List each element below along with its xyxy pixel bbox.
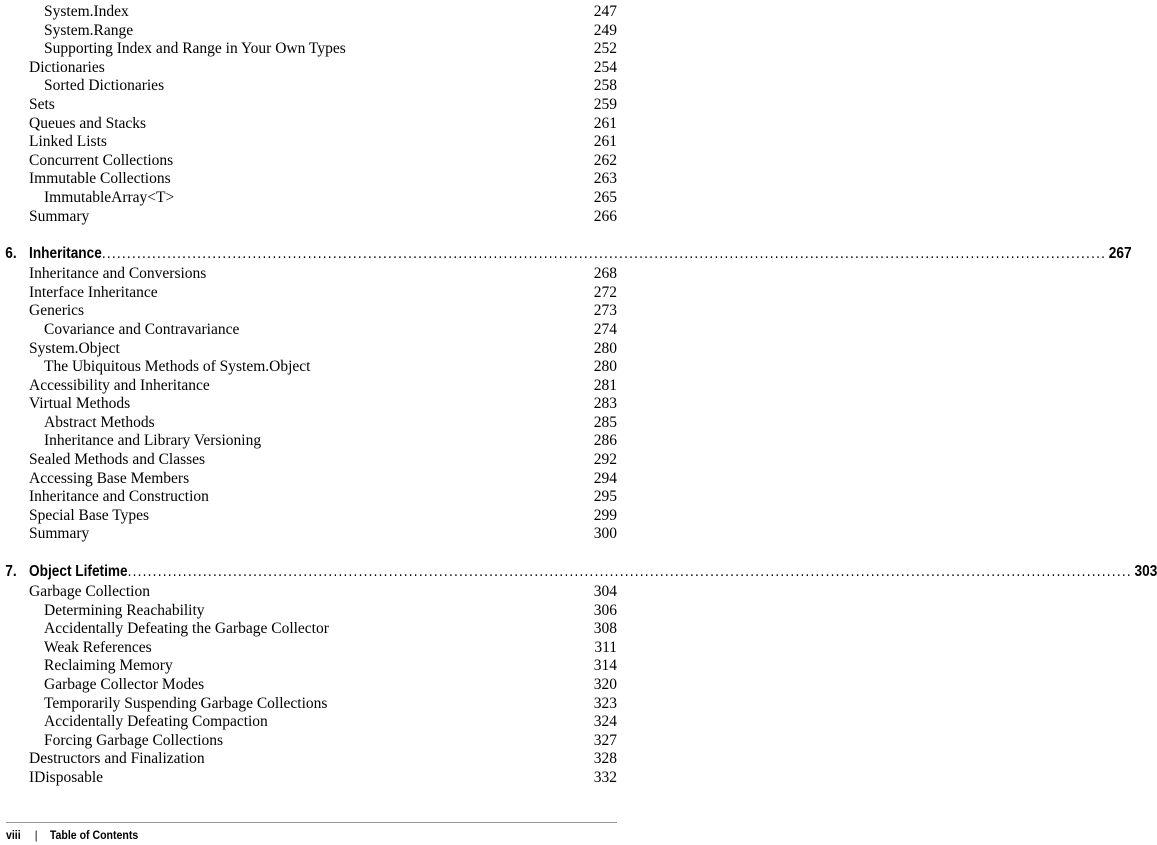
- toc-entry[interactable]: [0, 525, 644, 544]
- toc-entry[interactable]: [0, 152, 644, 171]
- toc-entry-page: 292: [593, 451, 617, 469]
- toc-entry-title: System.Object: [29, 339, 120, 357]
- toc-entry-page: 252: [593, 40, 617, 58]
- toc-entry-page: 263: [593, 170, 617, 188]
- toc-entry-title: Garbage Collector Modes: [44, 676, 205, 693]
- toc-entry[interactable]: [0, 133, 644, 152]
- toc-entry[interactable]: [0, 265, 644, 284]
- toc-entry[interactable]: [0, 284, 644, 303]
- toc-entry-page: 314: [593, 657, 617, 675]
- toc-entry[interactable]: [0, 732, 644, 751]
- toc-entry-page: 265: [593, 188, 617, 206]
- toc-entry[interactable]: [0, 40, 644, 59]
- toc-entry-page: 273: [593, 302, 617, 320]
- toc-entry-title: Queues and Stacks: [29, 114, 147, 132]
- toc-entry-title: The Ubiquitous Methods of System.Object: [44, 358, 311, 376]
- toc-entry-title: Special Base Types: [29, 506, 150, 524]
- toc-entry-page: 254: [593, 58, 617, 76]
- toc-entry-title: Linked Lists: [29, 133, 107, 151]
- dot-leader: ........................................................................................................................................................................................................: [127, 563, 1132, 581]
- toc-entry[interactable]: [0, 676, 644, 695]
- toc-entry[interactable]: [0, 620, 644, 639]
- toc-entry-page: 268: [593, 265, 617, 283]
- toc-entry-title: Garbage Collection: [29, 583, 150, 601]
- toc-entry-title: Weak References: [44, 638, 152, 656]
- toc-entry[interactable]: [0, 750, 644, 769]
- toc-entry[interactable]: [0, 414, 644, 433]
- toc-entry[interactable]: [0, 583, 644, 602]
- toc-entry-title: Dictionaries: [29, 58, 105, 76]
- toc-entry-title: Determining Reachability: [44, 601, 205, 619]
- chapter-page: 303: [1134, 563, 1157, 581]
- toc-entry[interactable]: [0, 602, 644, 621]
- toc-entry-title: Destructors and Finalization: [29, 750, 205, 768]
- chapter-title: Inheritance: [29, 245, 102, 263]
- toc-entry[interactable]: [0, 695, 644, 714]
- toc-entry-title: Inheritance and Construction: [29, 488, 209, 506]
- toc-entry[interactable]: [0, 507, 644, 526]
- toc-entry-title: Reclaiming Memory: [44, 657, 173, 675]
- toc-entry-title: ImmutableArray<T>: [44, 188, 175, 206]
- footer-separator: |: [34, 828, 38, 842]
- toc-entry-title: Sealed Methods and Classes: [29, 451, 206, 469]
- dot-leader: ........................................................................................................................................................................................................: [101, 245, 1107, 263]
- toc-entry[interactable]: [0, 302, 644, 321]
- toc-entry-page: 294: [593, 469, 617, 487]
- toc-entry-page: 332: [593, 768, 617, 786]
- toc-entry-page: 304: [593, 583, 617, 601]
- toc-entry-page: 272: [593, 283, 617, 301]
- toc-entry-title: Inheritance and Library Versioning: [44, 432, 262, 450]
- toc-entry-page: 247: [593, 3, 617, 20]
- toc-entry[interactable]: [0, 377, 644, 396]
- toc-entry-title: Virtual Methods: [29, 395, 131, 413]
- footer-label: Table of Contents: [49, 828, 139, 842]
- toc-entry-page: 280: [593, 358, 617, 376]
- toc-entry-page: 261: [593, 114, 617, 132]
- toc-entry[interactable]: [0, 451, 644, 470]
- toc-entry[interactable]: [0, 488, 644, 507]
- chapter-heading-object-lifetime[interactable]: [0, 561, 1157, 583]
- toc-entry-page: 259: [593, 95, 617, 113]
- toc-section-collections: [0, 3, 644, 226]
- toc-entry-title: Summary: [29, 525, 90, 543]
- toc-entry-page: 295: [593, 488, 617, 506]
- toc-entry[interactable]: [0, 77, 644, 96]
- toc-entry-page: 308: [593, 620, 617, 638]
- toc-entry-page: 280: [593, 339, 617, 357]
- toc-entry[interactable]: [0, 470, 644, 489]
- toc-entry-title: Immutable Collections: [29, 170, 171, 188]
- toc-entry[interactable]: [0, 769, 644, 788]
- toc-entry-title: Covariance and Contravariance: [44, 320, 240, 338]
- toc-entry[interactable]: [0, 358, 644, 377]
- chapter-title: Object Lifetime: [29, 563, 128, 581]
- toc-entry-title: Sets: [29, 95, 55, 113]
- toc-entry-page: 258: [593, 77, 617, 95]
- toc-entry-title: Accidentally Defeating Compaction: [44, 713, 268, 731]
- toc-entry[interactable]: [0, 59, 644, 78]
- toc-entry[interactable]: [0, 321, 644, 340]
- toc-entry-page: 306: [593, 601, 617, 619]
- toc-entry-title: Temporarily Suspending Garbage Collections: [44, 694, 328, 712]
- toc-entry-title: Accessibility and Inheritance: [29, 376, 210, 394]
- toc-entry[interactable]: [0, 395, 644, 414]
- toc-entry-title: Supporting Index and Range in Your Own Types: [44, 40, 346, 58]
- toc-entry-page: 283: [593, 395, 617, 413]
- toc-entry[interactable]: [0, 713, 644, 732]
- toc-entry-page: 324: [593, 713, 617, 731]
- chapter-number: 6.: [5, 245, 17, 263]
- toc-entry-page: 323: [593, 694, 617, 712]
- chapter-number: 7.: [5, 563, 17, 581]
- toc-entry-page: 299: [593, 506, 617, 524]
- toc-entry-title: Accidentally Defeating the Garbage Collector: [44, 620, 329, 638]
- toc-entry[interactable]: [0, 657, 644, 676]
- toc-entry[interactable]: [0, 115, 644, 134]
- toc-entry-page: 266: [593, 207, 617, 225]
- toc-entry-page: 274: [593, 320, 617, 338]
- toc-entry-title: Generics: [29, 302, 85, 320]
- toc-entry-page: 320: [593, 676, 617, 693]
- toc-entry-title: IDisposable: [29, 768, 104, 786]
- toc-entry-title: Inheritance and Conversions: [29, 265, 207, 283]
- toc-entry[interactable]: [0, 96, 644, 115]
- toc-entry-title: System.Range: [44, 21, 134, 39]
- toc-entry[interactable]: [0, 208, 644, 227]
- toc-section-object-lifetime: [0, 583, 644, 788]
- toc-entry-page: 328: [593, 750, 617, 768]
- toc-entry[interactable]: [0, 340, 644, 359]
- toc-entry-page: 286: [593, 432, 617, 450]
- toc-entry[interactable]: [0, 170, 644, 189]
- table-of-contents: [0, 3, 1157, 788]
- toc-section-inheritance: [0, 265, 644, 544]
- chapter-heading-inheritance[interactable]: [0, 243, 1132, 265]
- footer-rule: [6, 822, 617, 823]
- toc-entry-page: 249: [593, 21, 617, 39]
- toc-entry[interactable]: [0, 189, 644, 208]
- toc-entry-title: Sorted Dictionaries: [44, 77, 165, 95]
- toc-entry-title: Forcing Garbage Collections: [44, 731, 224, 749]
- page-footer: [6, 827, 138, 843]
- toc-entry[interactable]: [0, 3, 644, 22]
- toc-entry-page: 311: [594, 638, 617, 656]
- toc-entry-title: Abstract Methods: [44, 413, 155, 431]
- toc-entry-title: Concurrent Collections: [29, 151, 174, 169]
- toc-entry[interactable]: [0, 22, 644, 41]
- toc-entry-title: Interface Inheritance: [29, 283, 158, 301]
- toc-entry-title: Summary: [29, 207, 90, 225]
- toc-entry-page: 300: [593, 525, 617, 543]
- toc-entry-title: Accessing Base Members: [29, 469, 190, 487]
- toc-entry-page: 285: [593, 413, 617, 431]
- toc-entry[interactable]: [0, 639, 644, 658]
- toc-entry-page: 261: [593, 133, 617, 151]
- footer-page-number: viii: [6, 828, 21, 842]
- chapter-page: 267: [1108, 245, 1132, 263]
- toc-entry-page: 262: [593, 151, 617, 169]
- toc-entry-page: 281: [593, 376, 617, 394]
- toc-entry-page: 327: [593, 731, 617, 749]
- toc-entry-title: System.Index: [44, 3, 129, 20]
- toc-entry[interactable]: [0, 432, 644, 451]
